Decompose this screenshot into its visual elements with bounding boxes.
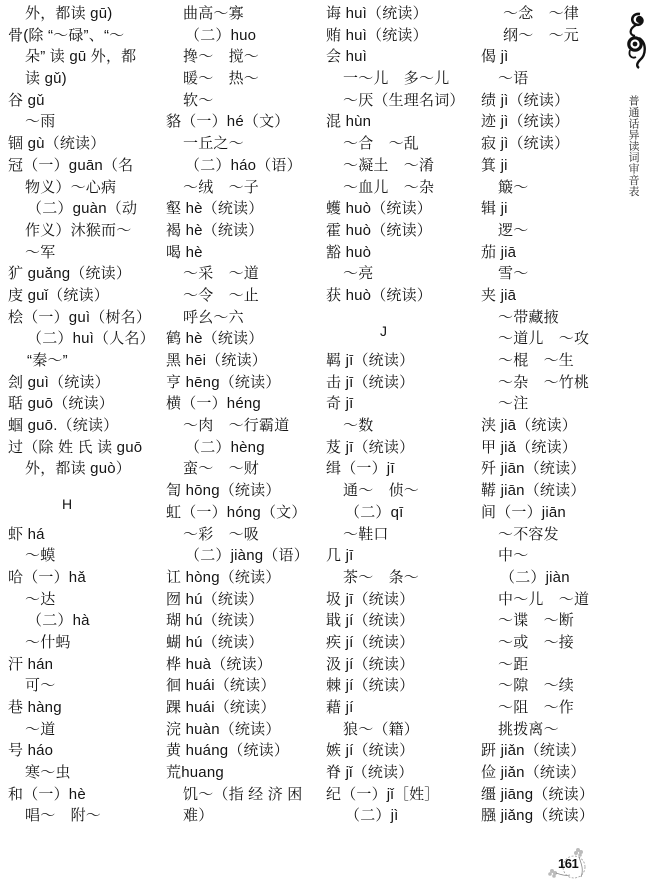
usage-example: 可～ bbox=[25, 677, 56, 695]
entry-headword: 辑 ji bbox=[481, 200, 508, 218]
entry-headword: 和（一）hè bbox=[8, 785, 86, 803]
entry-headword: 混 hùn bbox=[326, 113, 372, 131]
usage-example: ～鞋口 bbox=[343, 525, 389, 543]
entry-headword: 会 huì bbox=[326, 48, 368, 66]
entry-headword: 迹 jì（统读） bbox=[481, 113, 570, 131]
usage-example: 曲高～寡 bbox=[183, 5, 244, 22]
variant-reading: （二）huo bbox=[185, 26, 257, 44]
section-letter: H bbox=[62, 496, 73, 513]
entry-headword: 寂 jì（统读） bbox=[481, 135, 570, 153]
entry-headword: 鹤 hè（统读） bbox=[166, 330, 264, 348]
usage-example: 挑拨离～ bbox=[498, 720, 559, 738]
entry-headword: 偈 jì bbox=[481, 48, 509, 66]
entry-headword: 缰 jiāng（统读） bbox=[481, 785, 595, 803]
entry-headword: 嫉 jí（统读） bbox=[326, 742, 415, 760]
entry-headword: 纪（一）jǐ［姓］ bbox=[326, 785, 440, 803]
usage-example: 一～儿 多～儿 bbox=[343, 70, 450, 88]
usage-example: 难） bbox=[183, 807, 214, 825]
entry-headword: 桦 huà（统读） bbox=[166, 655, 272, 673]
usage-example: ～令 ～止 bbox=[183, 286, 260, 304]
entry-headword: 讧 hòng（统读） bbox=[166, 568, 281, 586]
usage-example: ～血儿 ～杂 bbox=[343, 178, 435, 196]
variant-reading: （二）háo（语） bbox=[185, 156, 302, 174]
usage-example: ～采 ～道 bbox=[183, 265, 260, 283]
entry-headword: 褐 hè（统读） bbox=[166, 221, 264, 239]
usage-example: 物义）～心病 bbox=[25, 178, 117, 196]
usage-example: ～念 ～律 bbox=[503, 5, 580, 22]
usage-example: ～雨 bbox=[25, 113, 56, 131]
usage-example: ～距 bbox=[498, 655, 529, 673]
entry-headword: 绩 jì（统读） bbox=[481, 91, 570, 109]
entry-headword: 貉（一）hé（文） bbox=[166, 113, 290, 131]
entry-headword: 膙 jiǎng（统读） bbox=[481, 807, 595, 825]
usage-example: 朵” 读 gū 外，都 bbox=[25, 48, 137, 66]
entry-headword: 几 jī bbox=[326, 547, 354, 565]
usage-example: ～厌（生理名词） bbox=[343, 91, 465, 109]
usage-example: 搀～ 搅～ bbox=[183, 48, 260, 66]
entry-headword: 缉（一）jī bbox=[326, 460, 395, 478]
entry-headword: 虹（一）hóng（文） bbox=[166, 503, 307, 521]
usage-example: ～数 bbox=[343, 417, 374, 435]
entry-headword: 庋 guǐ（统读） bbox=[8, 286, 109, 304]
section-letter: J bbox=[380, 322, 388, 339]
entry-headword: 瑚 hú（统读） bbox=[166, 612, 264, 630]
entry-headword: 甲 jiǎ（统读） bbox=[481, 438, 577, 456]
usage-example: ～阻 ～作 bbox=[498, 699, 575, 716]
entry-headword: 夹 jiā bbox=[481, 286, 517, 304]
usage-example: ～棍 ～生 bbox=[498, 352, 575, 369]
usage-example: ～注 bbox=[498, 395, 529, 413]
entry-headword: 黑 hēi（统读） bbox=[166, 352, 267, 369]
usage-example: ～道儿 ～攻 bbox=[498, 330, 590, 348]
entry-headword: 茄 jiā bbox=[481, 243, 517, 261]
usage-example: ～带藏掖 bbox=[498, 308, 559, 326]
usage-example: ～达 bbox=[25, 590, 56, 608]
entry-headword: 霍 huò（统读） bbox=[326, 221, 432, 239]
variant-reading: （二）qī bbox=[345, 503, 404, 521]
usage-example: 茶～ 条～ bbox=[343, 568, 420, 586]
entry-headword: 圾 jī（统读） bbox=[326, 590, 415, 608]
usage-example: 狼～（籍） bbox=[343, 720, 420, 738]
entry-headword: 过（除 姓 氏 读 guō bbox=[8, 438, 143, 456]
variant-reading: （二）jiàng（语） bbox=[185, 547, 309, 565]
usage-example: 呼幺～六 bbox=[183, 308, 244, 326]
usage-example: 通～ 侦～ bbox=[343, 482, 420, 500]
usage-example: 饥～（指 经 济 困 bbox=[183, 785, 303, 803]
entry-headword: 脊 jǐ（统读） bbox=[326, 764, 414, 782]
usage-example: 纲～ ～元 bbox=[503, 26, 580, 44]
entry-headword: 亨 hēng（统读） bbox=[166, 373, 281, 391]
entry-headword: 荒huang bbox=[166, 764, 224, 782]
entry-headword: 藉 jí bbox=[326, 699, 354, 717]
column-1 bbox=[8, 3, 160, 827]
entry-headword: 横（一）héng bbox=[166, 395, 261, 413]
usage-example: 中～ bbox=[498, 547, 529, 565]
entry-headword: 豁 huò bbox=[326, 243, 372, 261]
usage-example: 唱～ 附～ bbox=[25, 807, 102, 825]
entry-headword: 訇 hōng（统读） bbox=[166, 482, 281, 500]
usage-example: ～杂 ～竹桃 bbox=[498, 373, 590, 391]
entry-headword: 壑 hè（统读） bbox=[166, 200, 264, 218]
usage-example: ～道 bbox=[25, 720, 56, 738]
entry-headword: 趼 jiǎn（统读） bbox=[481, 742, 586, 760]
entry-headword: 犷 guǎng（统读） bbox=[8, 265, 132, 283]
usage-example: 簸～ bbox=[498, 178, 529, 196]
entry-headword: 贿 huì（统读） bbox=[326, 26, 428, 44]
variant-reading: “秦～” bbox=[27, 352, 68, 369]
usage-example: ～军 bbox=[25, 243, 56, 261]
variant-reading: （二）guàn（动 bbox=[27, 200, 138, 218]
entry-headword: 鞯 jiān（统读） bbox=[481, 482, 586, 500]
entry-headword: 俭 jiǎn（统读） bbox=[481, 764, 586, 782]
usage-example: ～隙 ～续 bbox=[498, 677, 575, 695]
usage-example: 寒～虫 bbox=[25, 764, 71, 782]
entry-headword: 棘 jí（统读） bbox=[326, 677, 415, 695]
column-2 bbox=[166, 3, 318, 827]
usage-example: ～亮 bbox=[343, 265, 374, 283]
column-4 bbox=[481, 3, 633, 827]
column-3 bbox=[326, 3, 478, 827]
entry-headword: 踝 huái（统读） bbox=[166, 699, 276, 716]
usage-example: ～合 ～乱 bbox=[343, 135, 420, 153]
usage-example: 蛮～ ～财 bbox=[183, 460, 260, 478]
entry-headword: 获 huò（统读） bbox=[326, 286, 432, 304]
entry-headword: 号 háo bbox=[8, 742, 54, 760]
entry-headword: 囫 hú（统读） bbox=[166, 590, 264, 608]
usage-example: 一丘之～ bbox=[183, 135, 244, 153]
entry-headword: 蝴 hú（统读） bbox=[166, 633, 264, 651]
entry-headword: 巷 hàng bbox=[8, 699, 62, 717]
usage-example: 中～儿 ～道 bbox=[498, 590, 590, 608]
entry-headword: 哈（一）hǎ bbox=[8, 568, 86, 586]
page-number: 161 bbox=[558, 856, 579, 871]
variant-reading: （二）hèng bbox=[185, 438, 265, 456]
usage-example: ～凝土 ～淆 bbox=[343, 156, 435, 174]
entry-headword: 间（一）jiān bbox=[481, 503, 566, 521]
usage-example: 软～ bbox=[183, 91, 214, 109]
entry-headword: 汗 hán bbox=[8, 655, 54, 673]
usage-example: ～谍 ～断 bbox=[498, 612, 575, 630]
usage-example: ～肉 ～行霸道 bbox=[183, 417, 290, 435]
entry-headword: 诲 huì（统读） bbox=[326, 5, 428, 22]
entry-headword: 箕 ji bbox=[481, 156, 508, 174]
usage-example: ～不容发 bbox=[498, 525, 559, 543]
entry-headword: 徊 huái（统读） bbox=[166, 677, 276, 695]
entry-headword: 锢 gù（统读） bbox=[8, 135, 106, 153]
entry-headword: 奇 jī bbox=[326, 395, 354, 413]
entry-headword: 黄 huáng（统读） bbox=[166, 742, 290, 760]
usage-example: ～什蚂 bbox=[25, 633, 71, 651]
usage-example: 外，都读 guò） bbox=[25, 460, 131, 478]
entry-headword: 冠（一）guān（名 bbox=[8, 156, 134, 174]
entry-headword: 聒 guō（统读） bbox=[8, 395, 114, 413]
variant-reading: （二）jiàn bbox=[500, 568, 570, 586]
entry-headword: 蝈 guō.（统读） bbox=[8, 417, 119, 435]
entry-headword: 歼 jiān（统读） bbox=[481, 460, 586, 478]
usage-example: 读 gǔ) bbox=[25, 70, 67, 88]
entry-headword: 击 jī（统读） bbox=[326, 373, 415, 391]
usage-example: 作义）沐猴而～ bbox=[25, 221, 132, 239]
entry-headword: 汲 jí（统读） bbox=[326, 655, 415, 673]
usage-example: 雪～ bbox=[498, 265, 529, 283]
decorative-swirl-icon bbox=[624, 10, 650, 70]
entry-headword: 谷 gǔ bbox=[8, 91, 45, 109]
usage-example: 外，都读 gū) bbox=[25, 5, 113, 22]
usage-example: ～绒 ～子 bbox=[183, 178, 260, 196]
entry-headword: 骨(除 “～碌”、“～ bbox=[8, 26, 125, 44]
entry-headword: 刽 guì（统读） bbox=[8, 373, 110, 391]
page-number-badge bbox=[540, 845, 600, 882]
entry-headword: 浃 jiā（统读） bbox=[481, 417, 577, 435]
entry-headword: 芨 jī（统读） bbox=[326, 438, 415, 456]
usage-example: ～语 bbox=[498, 70, 529, 88]
entry-headword: 喝 hè bbox=[166, 243, 203, 261]
book-section-label: 普通话异读词审音表 bbox=[627, 95, 639, 197]
usage-example: ～彩 ～吸 bbox=[183, 525, 260, 543]
usage-example: 暖～ 热～ bbox=[183, 70, 260, 88]
usage-example: ～或 ～接 bbox=[498, 633, 575, 651]
variant-reading: （二）hà bbox=[27, 612, 90, 630]
usage-example: 逻～ bbox=[498, 221, 529, 239]
entry-headword: 疾 jí（统读） bbox=[326, 633, 415, 651]
entry-headword: 蠖 huò（统读） bbox=[326, 200, 432, 218]
entry-headword: 羁 jī（统读） bbox=[326, 352, 415, 370]
entry-headword: 虾 há bbox=[8, 525, 45, 543]
entry-headword: 戢 jí（统读） bbox=[326, 612, 415, 630]
variant-reading: （二）huì（人名） bbox=[27, 330, 155, 348]
entry-headword: 浣 huàn（统读） bbox=[166, 720, 281, 738]
usage-example: ～蟆 bbox=[25, 547, 56, 565]
entry-headword: 桧（一）guì（树名） bbox=[8, 308, 152, 326]
variant-reading: （二）jì bbox=[345, 807, 399, 825]
